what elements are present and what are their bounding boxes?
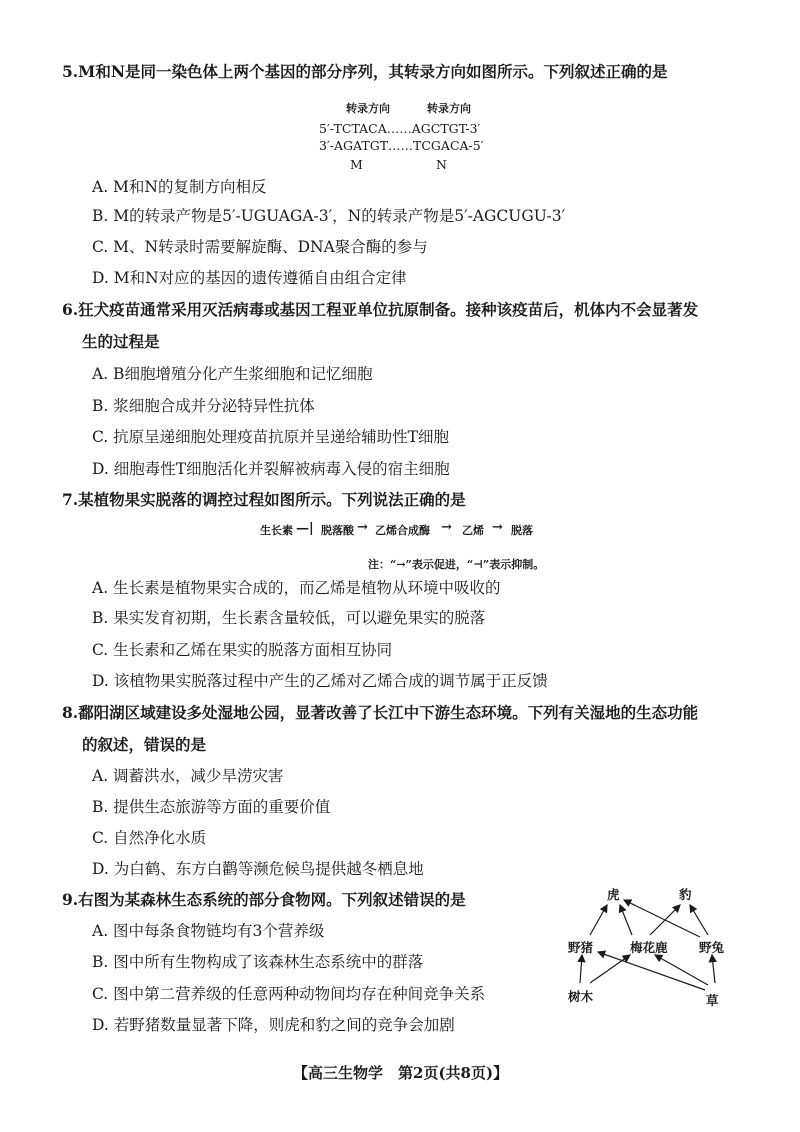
q9-option-d: D. 若野猪数量显著下降，则虎和豹之间的竞争会加剧 xyxy=(92,1016,455,1034)
q9-option-a: A. 图中每条食物链均有3个营养级 xyxy=(92,922,325,940)
q7-node-ethylene: 乙烯 xyxy=(462,524,484,537)
edge-hare-leopard xyxy=(690,905,708,935)
q7-promote-arrow-icon-3: → xyxy=(492,520,503,535)
q5-option-d: D. M和N对应的基因的遗传遵循自由组合定律 xyxy=(92,269,407,287)
food-web-boar: 野猪 xyxy=(568,940,594,955)
q7-node-ethylene-synthase: 乙烯合成酶 xyxy=(375,524,430,537)
q9-stem: 9.右图为某森林生态系统的部分食物网。下列叙述错误的是 xyxy=(62,890,466,909)
q7-node-auxin: 生长素 xyxy=(260,524,293,537)
edge-hare-tiger xyxy=(624,900,700,937)
q5-strand-bottom: 3′-AGATGT……TCGACA-5′ xyxy=(319,138,484,153)
q7-option-d: D. 该植物果实脱落过程中产生的乙烯对乙烯合成的调节属于正反馈 xyxy=(92,672,548,690)
q7-option-a: A. 生长素是植物果实合成的，而乙烯是植物从环境中吸收的 xyxy=(92,579,501,597)
q6-option-a: A. B细胞增殖分化产生浆细胞和记忆细胞 xyxy=(92,365,373,383)
q5-option-c: C. M、N转录时需要解旋酶、DNA聚合酶的参与 xyxy=(92,238,428,256)
edge-grass-deer xyxy=(655,955,708,985)
edge-grass-hare xyxy=(712,955,715,983)
q8-option-a: A. 调蓄洪水，减少旱涝灾害 xyxy=(92,767,284,785)
q8-stem-line1: 8.鄱阳湖区域建设多处湿地公园，显著改善了长江中下游生态环境。下列有关湿地的生态功能 xyxy=(62,703,699,722)
edge-grass-boar xyxy=(598,952,705,990)
q5-option-b: B. M的转录产物是5′-UGUAGA-3′，N的转录产物是5′-AGCUGU-3′ xyxy=(92,207,566,225)
q7-option-b: B. 果实发育初期，生长素含量较低，可以避免果实的脱落 xyxy=(92,609,486,627)
food-web-tree: 树木 xyxy=(568,989,594,1004)
q7-stem: 7.某植物果实脱落的调控过程如图所示。下列说法正确的是 xyxy=(62,490,466,509)
food-web-deer: 梅花鹿 xyxy=(630,940,668,955)
q6-stem-line2: 生的过程是 xyxy=(82,332,160,351)
q5-dir-label-right: 转录方向 xyxy=(427,102,471,115)
q6-stem-line1: 6.狂犬疫苗通常采用灭活病毒或基因工程亚单位抗原制备。接种该疫苗后，机体内不会显著发 xyxy=(62,300,699,319)
q7-inhibit-arrow-icon: —| xyxy=(296,521,314,536)
q7-option-c: C. 生长素和乙烯在果实的脱落方面相互协同 xyxy=(92,641,393,659)
edge-tree-deer xyxy=(590,955,630,983)
q6-option-c: C. 抗原呈递细胞处理疫苗抗原并呈递给辅助性T细胞 xyxy=(92,428,450,446)
edge-tree-boar xyxy=(580,955,582,983)
q7-node-aba: 脱落酸 xyxy=(321,524,354,537)
q6-option-b: B. 浆细胞合成并分泌特异性抗体 xyxy=(92,397,315,415)
q8-option-c: C. 自然净化水质 xyxy=(92,829,207,847)
q5-dir-label-left: 转录方向 xyxy=(346,102,390,115)
food-web-hare: 野兔 xyxy=(699,940,725,955)
edge-deer-leopard xyxy=(650,905,680,935)
q7-promote-arrow-icon: → xyxy=(357,520,368,535)
q5-gene-m: M xyxy=(350,157,363,172)
q6-option-d: D. 细胞毒性T细胞活化并裂解被病毒入侵的宿主细胞 xyxy=(92,460,450,478)
page-footer: 【高三生物学 第2页(共8页)】 xyxy=(293,1064,509,1082)
q7-legend-note: 注：“→”表示促进，“⊣”表示抑制。 xyxy=(368,558,545,571)
q7-node-abscission: 脱落 xyxy=(511,524,533,537)
q9-option-c: C. 图中第二营养级的任意两种动物间均存在种间竞争关系 xyxy=(92,985,486,1003)
q8-stem-line2: 的叙述，错误的是 xyxy=(82,735,207,754)
food-web-leopard: 豹 xyxy=(679,887,692,902)
food-web-tiger: 虎 xyxy=(607,887,620,902)
q8-option-d: D. 为白鹤、东方白鹳等濒危候鸟提供越冬栖息地 xyxy=(92,860,424,878)
q5-strand-top: 5′-TCTACA……AGCTGT-3′ xyxy=(319,121,481,136)
q8-option-b: B. 提供生态旅游等方面的重要价值 xyxy=(92,798,331,816)
edge-boar-tiger xyxy=(590,905,607,935)
q5-stem: 5.M和N是同一染色体上两个基因的部分序列，其转录方向如图所示。下列叙述正确的是 xyxy=(62,62,668,81)
edge-deer-tiger xyxy=(620,905,632,935)
q9-option-b: B. 图中所有生物构成了该森林生态系统中的群落 xyxy=(92,953,424,971)
q5-option-a: A. M和N的复制方向相反 xyxy=(92,178,267,196)
food-web-grass: 草 xyxy=(706,993,719,1008)
q7-promote-arrow-icon-2: → xyxy=(441,520,452,535)
q5-gene-n: N xyxy=(436,157,447,172)
